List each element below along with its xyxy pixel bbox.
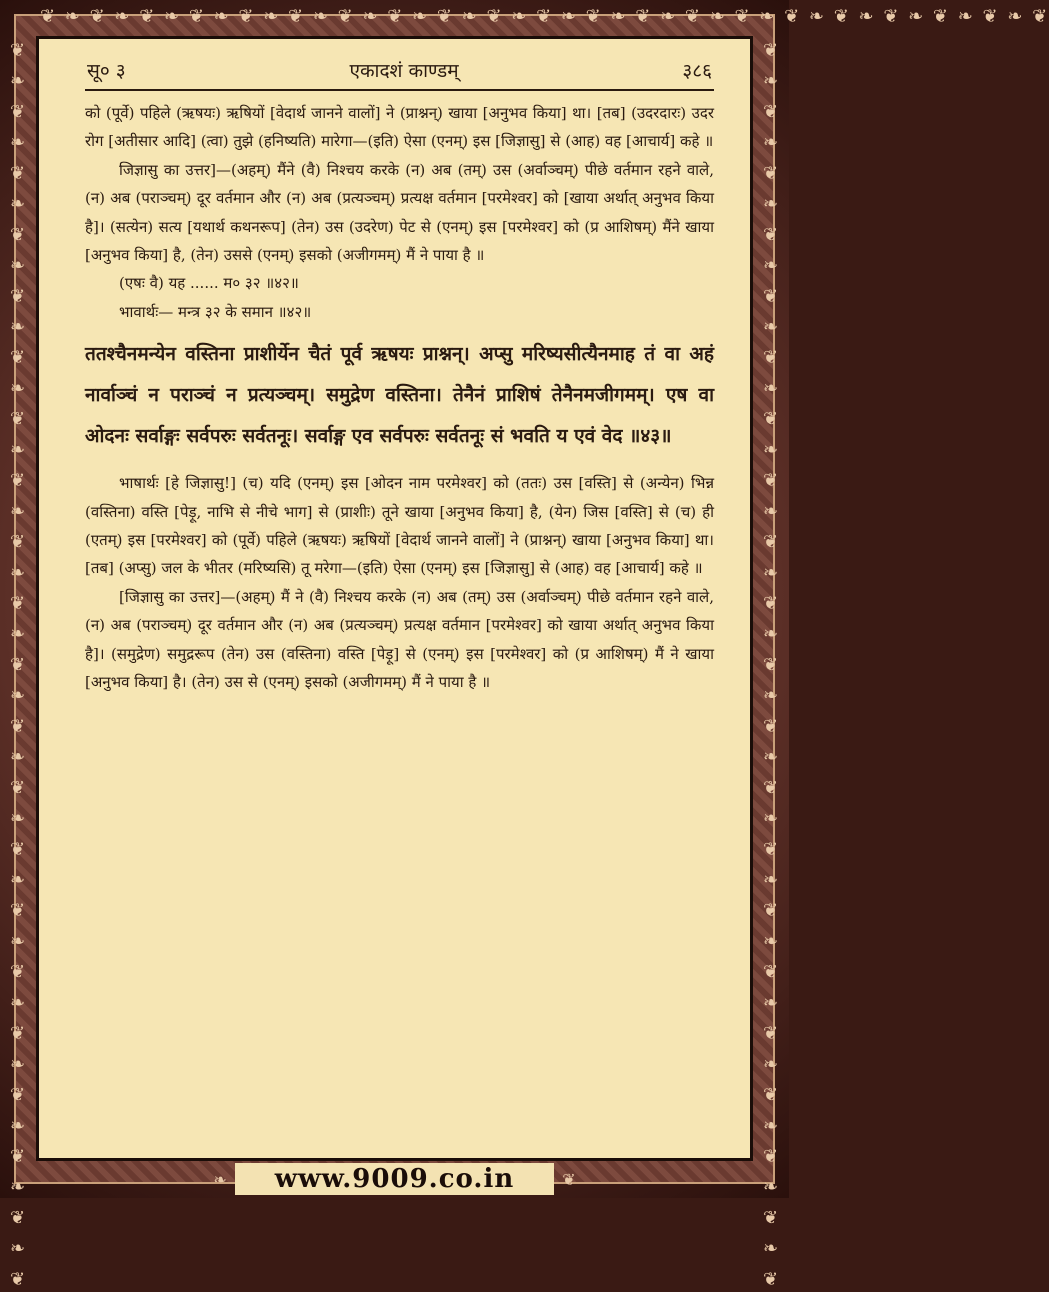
paragraph: को (पूर्वे) पहिले (ऋषयः) ऋषियों [वेदार्थ जानने वालों] ने (प्राश्नन्) खाया [अनुभव किया] था। [तब] (उदरदारः) उदर रोग [अतीसार आदि] (त्वा) तुझे (हनिष्यति) मारेगा—(इति) ऐसा (एनम्) इस [जिज्ञासु] से (आह) वह [आचार्य] कहे ॥ (85, 104, 714, 151)
paragraph: जिज्ञासु का उत्तर]—(अहम्) मैंने (वै) निश्चय करके (न) अब (तम्) उस (अर्वाञ्चम्) पीछे वर्तमान रहने वाले, (न) अब (पराञ्चम्) दूर वर्तमान और (न) अब (प्रत्यञ्चम्) प्रत्यक्ष वर्तमान [परमेश्वर] को [खाया अर्थात् अनुभव किया है]। (सत्येन) सत्य [यथार्थ कथनरूप] (तेन) उस (उदरेण) पेट से (एनम्) इस [परमेश्वर] को (प्र आशिषम्) मैंने खाया [अनुभव किया] है, (तेन) उससे (एनम्) इसको (अजीगमम्) मैं ने पाया है ॥ (85, 160, 714, 265)
paragraph: [जिज्ञासु का उत्तर]—(अहम्) मैं ने (वै) निश्चय करके (न) अब (तम्) उस (अर्वाञ्चम्) पीछे वर्तमान रहने वाले, (न) अब (पराञ्चम्) दूर वर्तमान और (न) अब (प्रत्यञ्चम्) प्रत्यक्ष वर्तमान [परमेश्वर] को खाया अर्थात् अनुभव किया है]। (समुद्रेण) समुद्ररूप (तेन) उस (वस्तिना) वस्ति [पेड़ू] से (एनम्) इस [परमेश्वर] को (प्र आशिषम्) मैं ने खाया [अनुभव किया] है। (तेन) उस से (एनम्) इसको (अजीगमम्) मैं ने पाया है ॥ (85, 587, 714, 692)
mantra-verse: ततश्चैनमन्येन वस्तिना प्राशीर्येन चैतं पूर्व ऋषयः प्राश्नन्। अप्सु मरिष्यसीत्यैनमाह तं वा अहं नार्वाञ्चं न पराञ्चं न प्रत्यञ्चम्। समुद्रेण वस्तिना। तेनैनं प्राशिषं तेनैनमजीगमम्। एष वा ओदनः सर्वाङ्गः सर्वपरुः सर्वतनूः। सर्वाङ्ग एव सर्वपरुः सर्वतनूः सं भवति य एवं वेद ॥४३॥ (85, 343, 714, 448)
page (36, 36, 753, 1161)
website-link[interactable]: www.9009.co.in (274, 1164, 515, 1194)
commentary-section-2 (85, 469, 714, 696)
footer-ornament-left: ❧ (213, 1169, 227, 1189)
chapter-title: एकादशं काण्डम् (349, 60, 459, 82)
footer-ornament-right: ❦ (562, 1169, 576, 1189)
paragraph: भावार्थः— मन्त्र ३२ के समान ॥४२॥ (119, 302, 312, 321)
commentary-section-1 (85, 99, 714, 326)
paragraph: (एषः वै) यह ...... म० ३२ ॥४२॥ (119, 274, 299, 293)
footer-bar (235, 1163, 555, 1195)
paragraph: भाषार्थः [हे जिज्ञासु!] (च) यदि (एनम्) इस [ओदन नाम परमेश्वर] को (ततः) उस [वस्ति] से (अन्येन) भिन्न (वस्तिना) वस्ति [पेड़ू, नाभि से नीचे भाग] से (प्राशीः) तूने खाया [अनुभव किया] है, (येन) जिस [वस्ति] से (च) ही (एतम्) इस [परमेश्वर] को (पूर्वे) पहिले (ऋषयः) ऋषियों [वेदार्थ जानने वालों] ने (प्राश्नन्) खाया [अनुभव किया] था। [तब] (अप्सु) जल के भीतर (मरिष्यसि) तू मरेगा—(इति) ऐसा (एनम्) इस [जिज्ञासु] से (आह) वह [आचार्य] कहे ॥ (85, 474, 714, 578)
page-number: ३८६ (682, 60, 712, 82)
ornament-top: ❦ ❧ ❦ ❧ ❦ ❧ ❦ ❧ ❦ ❧ ❦ ❧ ❦ ❧ ❦ ❧ ❦ ❧ ❦ ❧ ❦ ❧ ❦ ❧ ❦ ❧ ❦ ❧ ❦ ❧ ❦ ❧ ❦ ❧ ❦ ❧ ❦ ❧ ❦ ❧ ❦ (40, 6, 1049, 27)
sutra-number: सू० ३ (87, 60, 126, 82)
footer (0, 1160, 789, 1198)
page-header (85, 49, 714, 91)
ornament-right: ❦ ❧ ❦ ❧ ❦ ❧ ❦ ❧ ❦ ❧ ❦ ❧ ❦ ❧ ❦ ❧ ❦ ❧ ❦ ❧ ❦ ❧ ❦ ❧ ❦ ❧ ❦ ❧ ❦ ❧ ❦ ❧ ❦ ❧ ❦ ❧ ❦ ❧ ❦ ❧ ❦ (760, 40, 781, 1292)
ornament-left: ❦ ❧ ❦ ❧ ❦ ❧ ❦ ❧ ❦ ❧ ❦ ❧ ❦ ❧ ❦ ❧ ❦ ❧ ❦ ❧ ❦ ❧ ❦ ❧ ❦ ❧ ❦ ❧ ❦ ❧ ❦ ❧ ❦ ❧ ❦ ❧ ❦ ❧ ❦ ❧ ❦ (7, 40, 28, 1292)
